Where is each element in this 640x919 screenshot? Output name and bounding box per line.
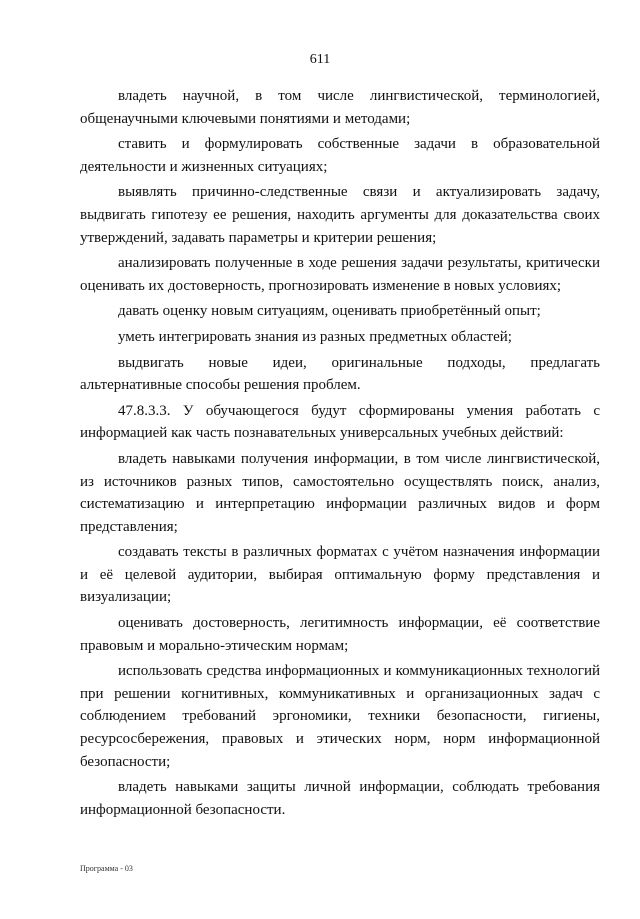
paragraph: уметь интегрировать знания из разных предметных областей; xyxy=(118,328,512,345)
paragraph: выдвигать новые идеи, оригинальные подходы, предлагать альтернативные способы решения проблем. xyxy=(80,354,600,394)
paragraph: владеть научной, в том числе лингвистической, терминологией, общенаучными ключевыми понятиями и методами; xyxy=(80,88,600,127)
paragraph: анализировать полученные в ходе решения задачи результаты, критически оценивать их достоверность, прогнозировать изменение в новых условиях; xyxy=(80,255,600,294)
page-body xyxy=(80,85,600,824)
paragraph: создавать тексты в различных форматах с учётом назначения информации и её целевой аудитории, выбирая оптимальную форму представления и визуализации; xyxy=(80,544,600,606)
page-number: 611 xyxy=(309,52,331,67)
paragraph: владеть навыками получения информации, в том числе лингвистической, из источников разных типов, самостоятельно осуществлять поиск, анализ, систематизацию и интерпретацию информации различных видов и форм представления; xyxy=(80,450,600,535)
footer-label: Программа - 03 xyxy=(80,864,133,873)
paragraph: использовать средства информационных и коммуникационных технологий при решении когнитивных, коммуникативных и организационных задач с соблюдением требований эргономики, техники безопасности, гигиены, ресурсосбережения, правовых и этических норм, норм информационной безопасности; xyxy=(80,663,600,770)
paragraph: ставить и формулировать собственные задачи в образовательной деятельности и жизненных ситуациях; xyxy=(80,136,600,175)
paragraph: давать оценку новым ситуациям, оценивать приобретённый опыт; xyxy=(118,303,541,320)
paragraph: оценивать достоверность, легитимность информации, её соответствие правовым и морально-этическим нормам; xyxy=(80,615,600,654)
section-paragraph: 47.8.3.3. У обучающегося будут сформированы умения работать с информацией как часть познавательных универсальных учебных действий: xyxy=(80,402,600,442)
paragraph: владеть навыками защиты личной информации, соблюдать требования информационной безопасности. xyxy=(80,779,600,818)
paragraph: выявлять причинно-следственные связи и актуализировать задачу, выдвигать гипотезу ее решения, находить аргументы для доказательства своих утверждений, задавать параметры и критерии решения; xyxy=(80,184,600,246)
